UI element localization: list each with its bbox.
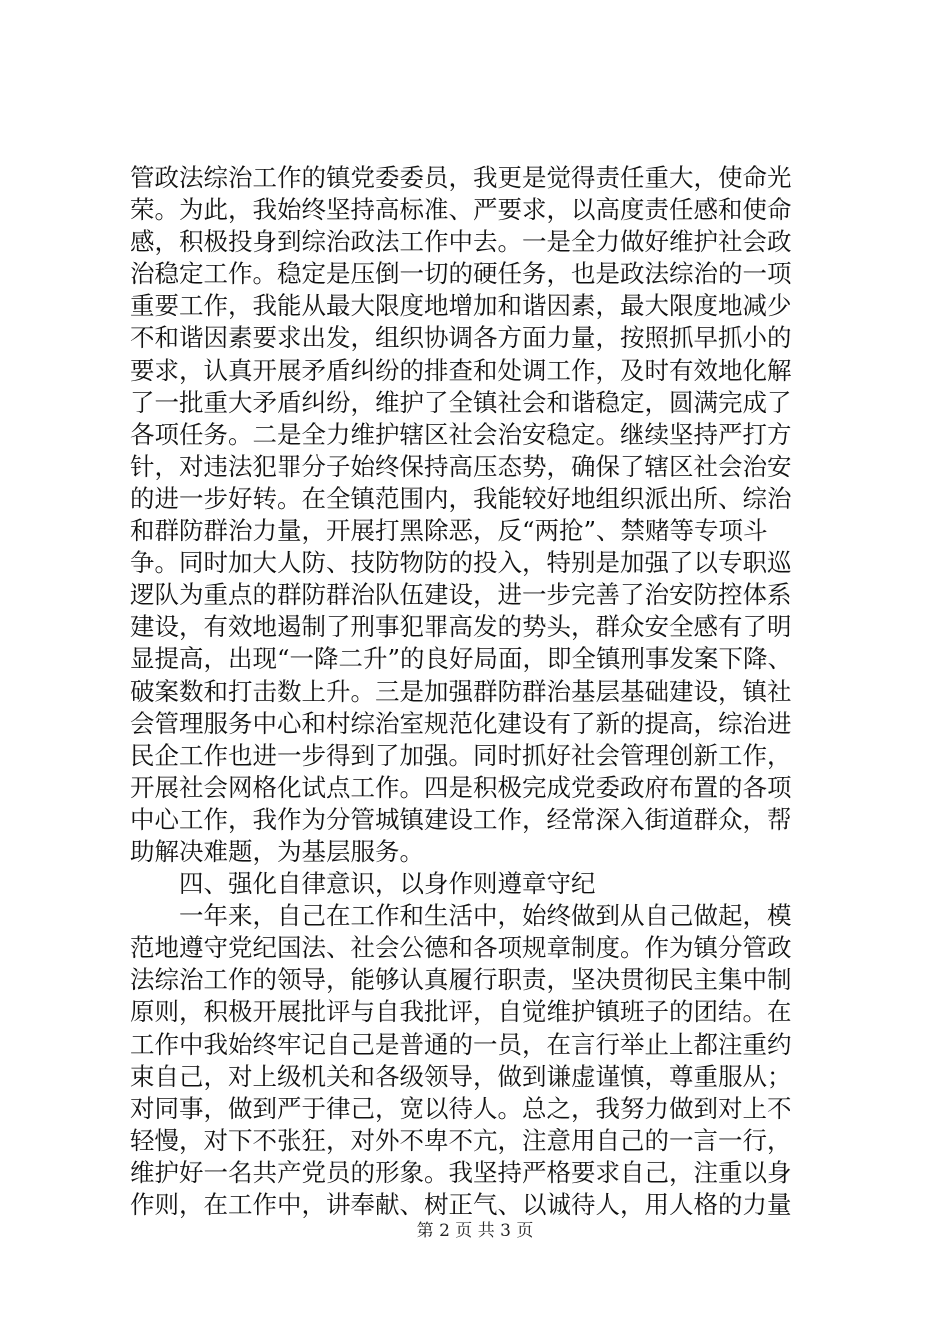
text-line: 范地遵守党纪国法、社会公德和各项规章制度。作为镇分管政 [130,933,792,963]
text-line: 重要工作，我能从最大限度地增加和谐因素，最大限度地减少 [130,291,792,321]
document-body [130,162,840,1221]
text-line: 和群防群治力量，开展打黑除恶，反“两抢”、禁赌等专项斗 [130,516,768,546]
text-line: 中心工作，我作为分管城镇建设工作，经常深入街道群众，帮 [130,804,792,834]
text-line: 束自己，对上级机关和各级领导，做到谦虚谨慎，尊重服从； [130,1061,792,1091]
text-line: 破案数和打击数上升。三是加强群防群治基层基础建设，镇社 [130,676,792,706]
text-line: 各项任务。二是全力维护辖区社会治安稳定。继续坚持严打方 [130,419,792,449]
text-line: 对同事，做到严于律己，宽以待人。总之，我努力做到对上不 [130,1093,792,1123]
text-line: 了一批重大矛盾纠纷，维护了全镇社会和谐稳定，圆满完成了 [130,387,792,417]
text-line: 助解决难题，为基层服务。 [130,836,424,866]
text-line: 不和谐因素要求出发，组织协调各方面力量，按照抓早抓小的 [130,323,792,353]
text-line: 轻慢，对下不张狂，对外不卑不亢，注意用自己的一言一行， [130,1125,792,1155]
section-heading: 四、强化自律意识，以身作则遵章守纪 [179,869,596,899]
text-line: 会管理服务中心和村综治室规范化建设有了新的提高，综治进 [130,708,792,738]
text-line: 民企工作也进一步得到了加强。同时抓好社会管理创新工作， [130,740,792,770]
text-line: 工作中我始终牢记自己是普通的一员，在言行举止上都注重约 [130,1029,792,1059]
text-line: 原则，积极开展批评与自我批评，自觉维护镇班子的团结。在 [130,997,792,1027]
text-line: 要求，认真开展矛盾纠纷的排查和处调工作，及时有效地化解 [130,355,792,385]
text-line: 开展社会网格化试点工作。四是积极完成党委政府布置的各项 [130,772,792,802]
text-line: 荣。为此，我始终坚持高标准、严要求，以高度责任感和使命 [130,195,792,225]
text-line: 维护好一名共产党员的形象。我坚持严格要求自己，注重以身 [130,1157,792,1187]
text-line: 的进一步好转。在全镇范围内，我能较好地组织派出所、综治 [130,483,792,513]
page-number-footer: 第 2 页 共 3 页 [416,1221,534,1241]
text-line: 法综治工作的领导，能够认真履行职责，坚决贯彻民主集中制 [130,965,792,995]
text-line: 显提高，出现“一降二升”的良好局面，即全镇刑事发案下降、 [130,644,793,674]
text-line: 建设，有效地遏制了刑事犯罪高发的势头，群众安全感有了明 [130,612,792,642]
text-line: 作则，在工作中，讲奉献、树正气、以诚待人，用人格的力量 [130,1190,792,1219]
text-line: 管政法综治工作的镇党委委员，我更是觉得责任重大，使命光 [130,163,792,192]
text-line: 逻队为重点的群防群治队伍建设，进一步完善了治安防控体系 [130,580,792,610]
text-line: 感，积极投身到综治政法工作中去。一是全力做好维护社会政 [130,227,792,257]
text-line: 争。同时加大人防、技防物防的投入，特别是加强了以专职巡 [130,548,792,578]
text-line: 治稳定工作。稳定是压倒一切的硬任务，也是政法综治的一项 [130,259,792,289]
paragraph-start: 一年来，自己在工作和生活中，始终做到从自己做起，模 [179,901,792,931]
text-line: 针，对违法犯罪分子始终保持高压态势，确保了辖区社会治安 [130,451,792,481]
